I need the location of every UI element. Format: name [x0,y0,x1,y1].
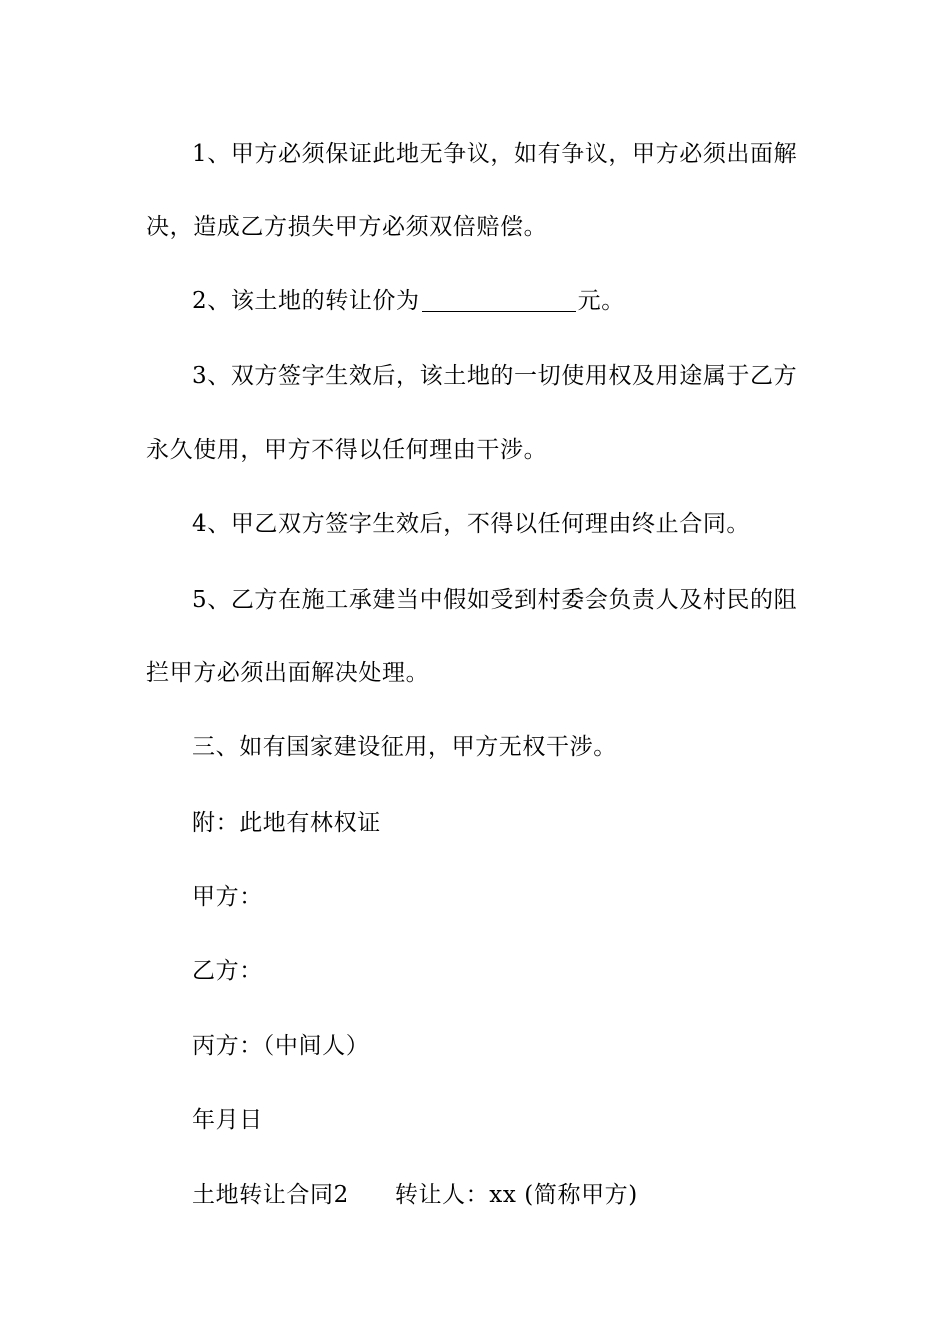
clause-2-suffix: 元。 [577,288,625,314]
price-blank-line [422,291,576,312]
date-label: 年月日 [192,1107,263,1133]
clause-1-line-1: 1、甲方必须保证此地无争议，如有争议，甲方必须出面解 [192,141,798,167]
transferor-label: 转让人：xx (简称甲方) [394,1182,638,1208]
clause-4: 4、甲乙双方签字生效后，不得以任何理由终止合同。 [192,511,751,537]
clause-2-prefix: 2、该土地的转让价为 [192,288,420,314]
party-c-label: 丙方：（中间人） [192,1033,370,1059]
clause-3-line-1: 3、双方签字生效后，该土地的一切使用权及用途属于乙方 [192,363,798,389]
clause-2 [192,286,625,316]
clause-1-line-2: 决，造成乙方损失甲方必须双倍赔偿。 [146,214,548,240]
party-a-label: 甲方： [192,884,263,910]
clause-5-line-2: 拦甲方必须出面解决处理。 [146,660,430,686]
clause-3-line-2: 永久使用，甲方不得以任何理由干涉。 [146,437,548,463]
appendix-note: 附：此地有林权证 [192,810,381,836]
party-b-label: 乙方： [192,958,263,984]
section-3: 三、如有国家建设征用，甲方无权干涉。 [192,734,617,760]
clause-5-line-1: 5、乙方在施工承建当中假如受到村委会负责人及村民的阻 [192,587,798,613]
next-contract-heading [192,1180,638,1210]
next-contract-title: 土地转让合同2 [192,1182,349,1208]
